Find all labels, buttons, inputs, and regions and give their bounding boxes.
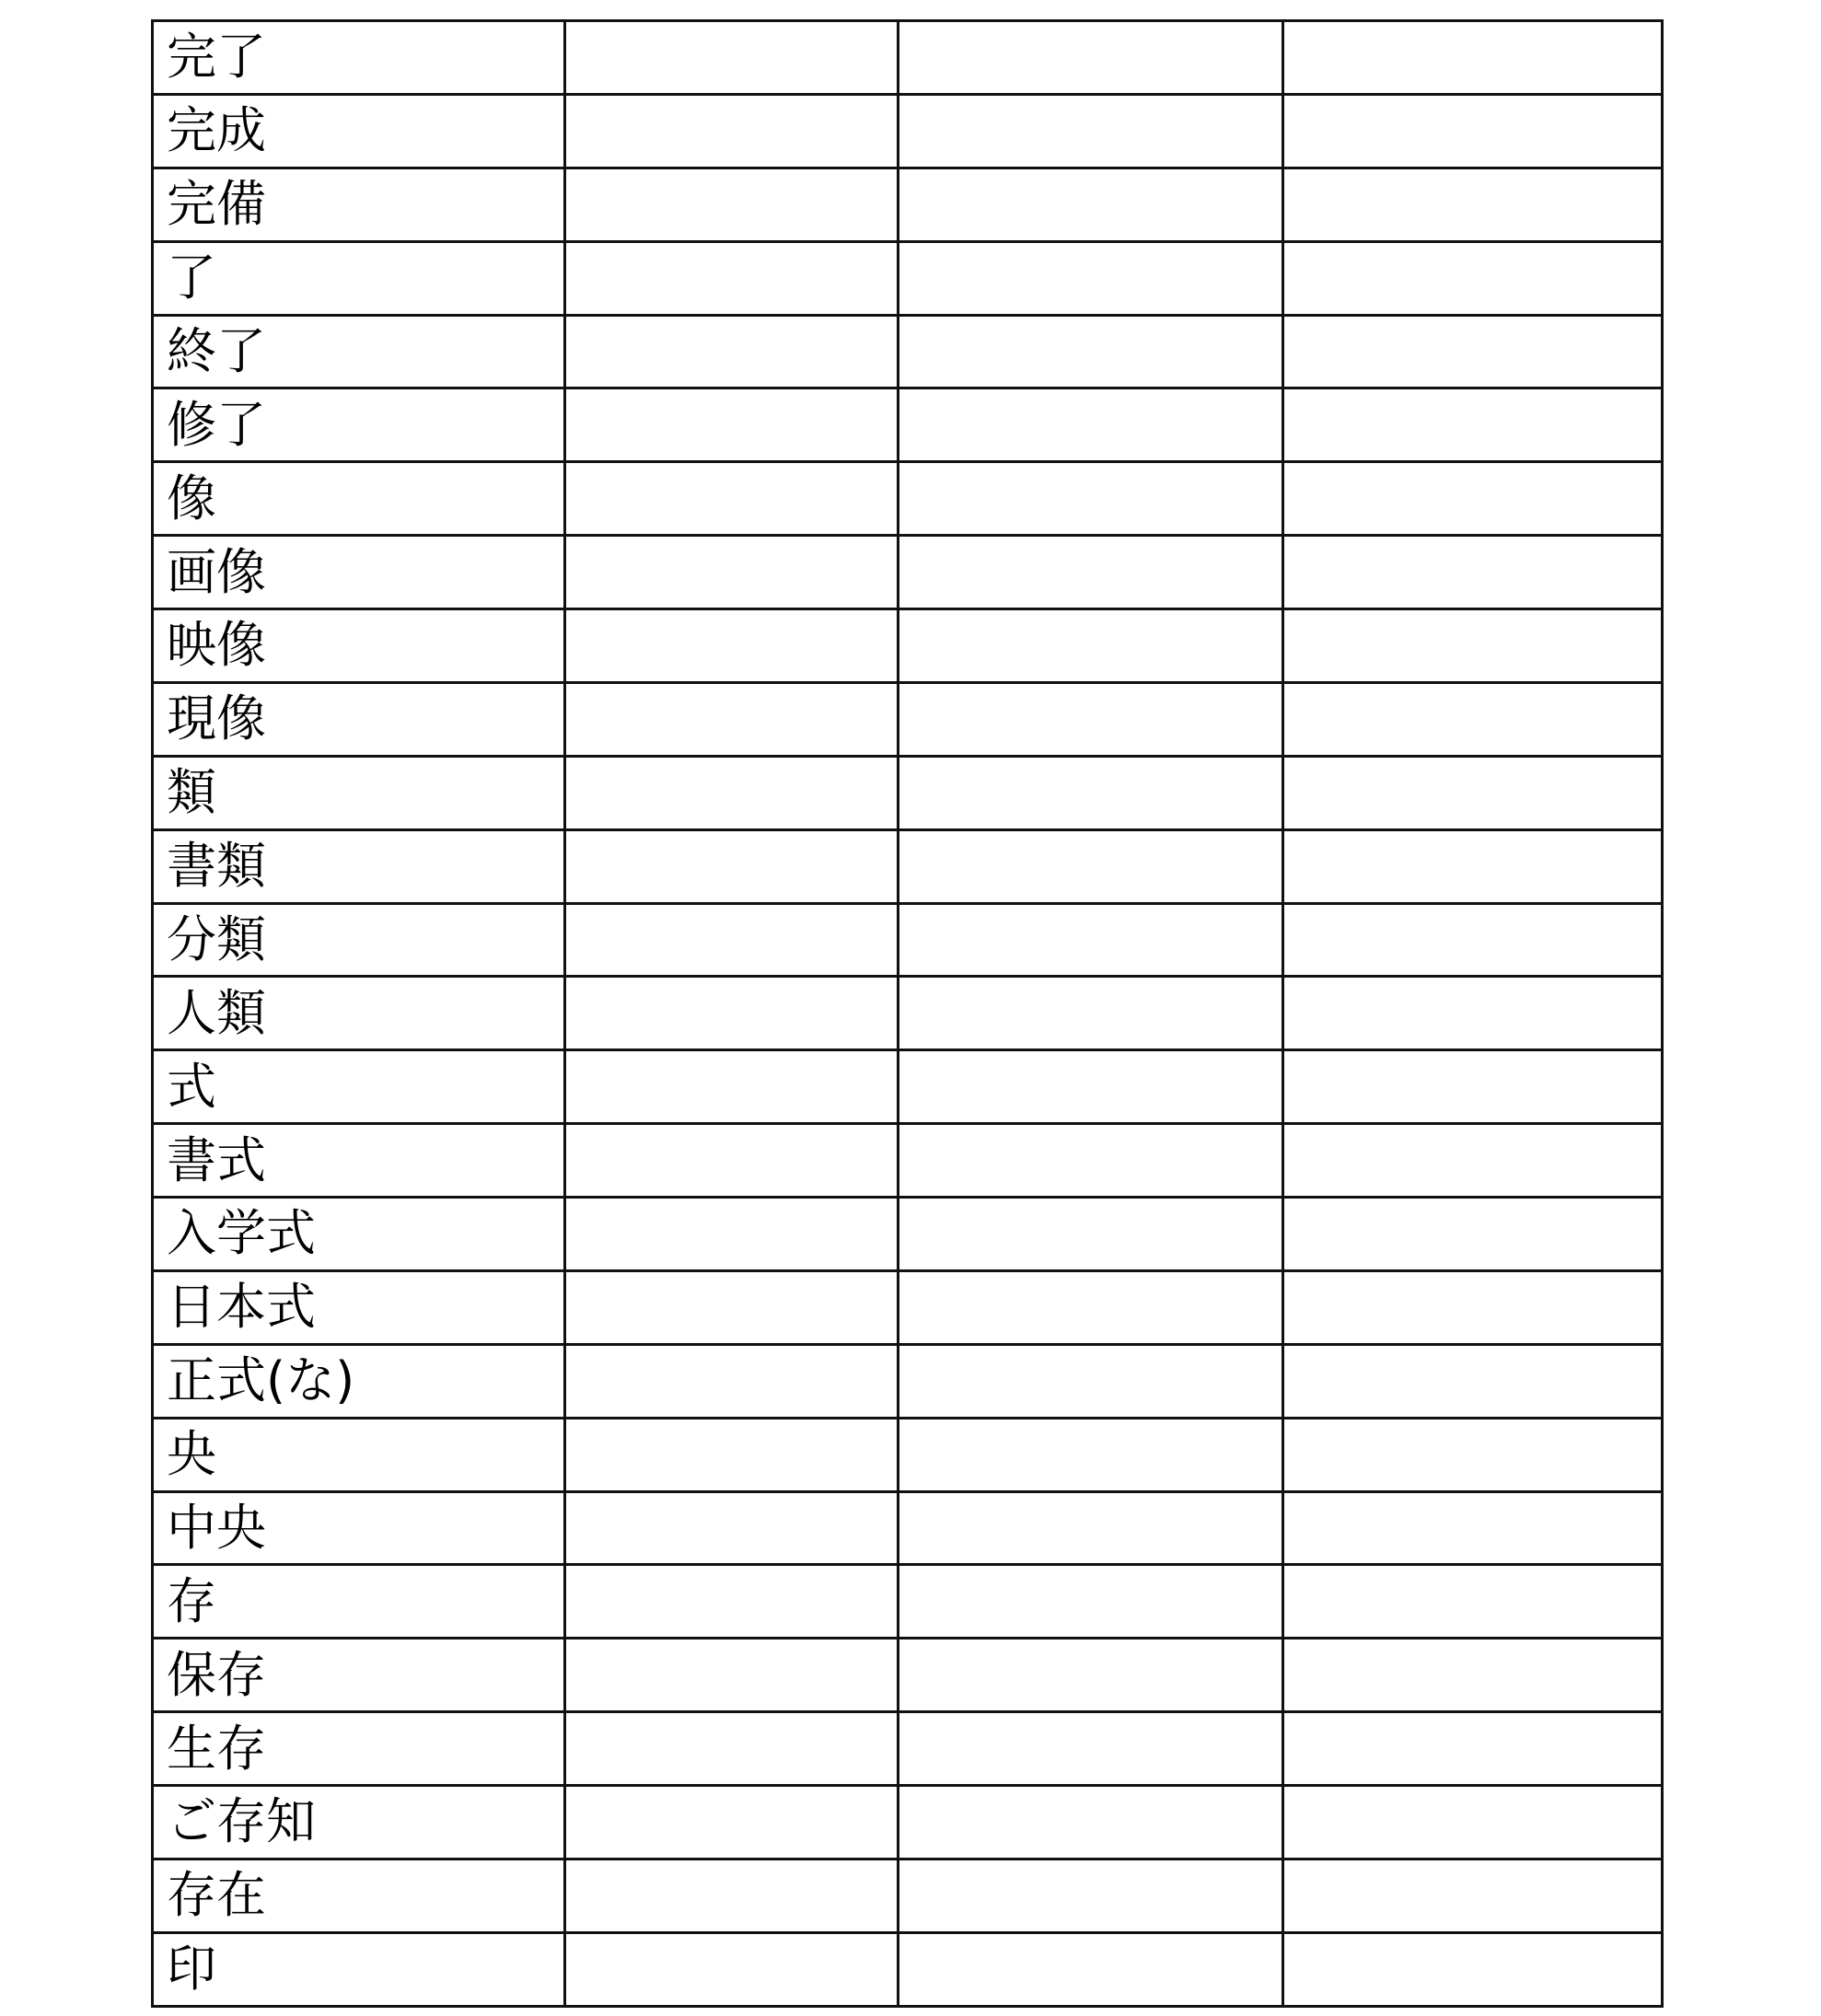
vocab-term-cell: 画像: [153, 536, 565, 609]
vocab-term-cell: 入学式: [153, 1198, 565, 1271]
table-row: [153, 756, 1663, 829]
answer-cell[interactable]: [1283, 1418, 1663, 1491]
answer-cell[interactable]: [899, 1198, 1283, 1271]
table-row: [153, 388, 1663, 462]
answer-cell[interactable]: [899, 536, 1283, 609]
table-row: [153, 1418, 1663, 1491]
answer-cell[interactable]: [899, 1859, 1283, 1932]
answer-cell[interactable]: [565, 977, 899, 1050]
answer-cell[interactable]: [565, 829, 899, 903]
answer-cell[interactable]: [1283, 168, 1663, 241]
table-row: [153, 903, 1663, 977]
table-row: [153, 462, 1663, 536]
answer-cell[interactable]: [1283, 315, 1663, 388]
vocab-term-cell: 完了: [153, 21, 565, 95]
answer-cell[interactable]: [899, 388, 1283, 462]
vocab-term-cell: 書式: [153, 1124, 565, 1198]
answer-cell[interactable]: [899, 241, 1283, 315]
answer-cell[interactable]: [1283, 1786, 1663, 1860]
answer-cell[interactable]: [1283, 1639, 1663, 1712]
answer-cell[interactable]: [899, 903, 1283, 977]
answer-cell[interactable]: [1283, 94, 1663, 168]
vocab-term-cell: 印: [153, 1932, 565, 2006]
answer-cell[interactable]: [1283, 388, 1663, 462]
answer-cell[interactable]: [565, 1270, 899, 1344]
table-row: [153, 315, 1663, 388]
answer-cell[interactable]: [899, 1786, 1283, 1860]
answer-cell[interactable]: [899, 168, 1283, 241]
answer-cell[interactable]: [899, 462, 1283, 536]
answer-cell[interactable]: [899, 1344, 1283, 1418]
table-row: [153, 1124, 1663, 1198]
vocab-term-cell: 存: [153, 1565, 565, 1639]
answer-cell[interactable]: [565, 1491, 899, 1565]
vocab-term-cell: 完備: [153, 168, 565, 241]
answer-cell[interactable]: [899, 1491, 1283, 1565]
vocab-term-cell: 現像: [153, 682, 565, 756]
answer-cell[interactable]: [899, 21, 1283, 95]
answer-cell[interactable]: [899, 315, 1283, 388]
answer-cell[interactable]: [565, 1344, 899, 1418]
answer-cell[interactable]: [1283, 462, 1663, 536]
answer-cell[interactable]: [899, 94, 1283, 168]
answer-cell[interactable]: [899, 1932, 1283, 2006]
table-row: [153, 536, 1663, 609]
answer-cell[interactable]: [1283, 1344, 1663, 1418]
answer-cell[interactable]: [565, 388, 899, 462]
answer-cell[interactable]: [565, 609, 899, 683]
vocab-term-cell: 日本式: [153, 1270, 565, 1344]
answer-cell[interactable]: [1283, 241, 1663, 315]
answer-cell[interactable]: [565, 903, 899, 977]
answer-cell[interactable]: [899, 1050, 1283, 1124]
vocab-term-cell: 式: [153, 1050, 565, 1124]
table-row: [153, 21, 1663, 95]
answer-cell[interactable]: [565, 1859, 899, 1932]
table-row: [153, 1050, 1663, 1124]
answer-cell[interactable]: [899, 682, 1283, 756]
answer-cell[interactable]: [565, 241, 899, 315]
answer-cell[interactable]: [565, 21, 899, 95]
answer-cell[interactable]: [1283, 21, 1663, 95]
vocab-term-cell: ご存知: [153, 1786, 565, 1860]
answer-cell[interactable]: [899, 1565, 1283, 1639]
answer-cell[interactable]: [899, 756, 1283, 829]
answer-cell[interactable]: [1283, 609, 1663, 683]
vocab-term-cell: 修了: [153, 388, 565, 462]
vocab-term-cell: 人類: [153, 977, 565, 1050]
answer-cell[interactable]: [565, 1418, 899, 1491]
answer-cell[interactable]: [1283, 682, 1663, 756]
table-row: [153, 682, 1663, 756]
answer-cell[interactable]: [565, 536, 899, 609]
answer-cell[interactable]: [1283, 977, 1663, 1050]
table-row: [153, 241, 1663, 315]
answer-cell[interactable]: [1283, 1198, 1663, 1271]
answer-cell[interactable]: [565, 1786, 899, 1860]
table-row: [153, 1491, 1663, 1565]
vocab-term-cell: 分類: [153, 903, 565, 977]
answer-cell[interactable]: [899, 1124, 1283, 1198]
answer-cell[interactable]: [565, 1050, 899, 1124]
vocab-term-cell: 像: [153, 462, 565, 536]
table-row: [153, 1344, 1663, 1418]
vocab-term-cell: 央: [153, 1418, 565, 1491]
answer-cell[interactable]: [565, 94, 899, 168]
answer-cell[interactable]: [1283, 1124, 1663, 1198]
answer-cell[interactable]: [899, 829, 1283, 903]
table-row: [153, 609, 1663, 683]
answer-cell[interactable]: [899, 1712, 1283, 1786]
table-row: [153, 1565, 1663, 1639]
answer-cell[interactable]: [1283, 1491, 1663, 1565]
answer-cell[interactable]: [899, 1639, 1283, 1712]
table-row: [153, 977, 1663, 1050]
vocab-term-cell: 中央: [153, 1491, 565, 1565]
table-row: [153, 829, 1663, 903]
answer-cell[interactable]: [565, 462, 899, 536]
answer-cell[interactable]: [1283, 903, 1663, 977]
vocab-term-cell: 生存: [153, 1712, 565, 1786]
vocabulary-worksheet-table: [151, 19, 1664, 2008]
answer-cell[interactable]: [565, 168, 899, 241]
answer-cell[interactable]: [565, 1565, 899, 1639]
table-row: [153, 1859, 1663, 1932]
vocab-term-cell: 存在: [153, 1859, 565, 1932]
vocab-term-cell: 類: [153, 756, 565, 829]
table-row: [153, 1639, 1663, 1712]
vocab-term-cell: 映像: [153, 609, 565, 683]
table-row: [153, 94, 1663, 168]
table-row: [153, 1270, 1663, 1344]
vocabulary-table-body: [153, 21, 1663, 2007]
answer-cell[interactable]: [1283, 1565, 1663, 1639]
answer-cell[interactable]: [1283, 829, 1663, 903]
answer-cell[interactable]: [899, 609, 1283, 683]
vocab-term-cell: 書類: [153, 829, 565, 903]
answer-cell[interactable]: [565, 315, 899, 388]
answer-cell[interactable]: [565, 1712, 899, 1786]
answer-cell[interactable]: [565, 1932, 899, 2006]
answer-cell[interactable]: [565, 682, 899, 756]
answer-cell[interactable]: [565, 1124, 899, 1198]
answer-cell[interactable]: [899, 977, 1283, 1050]
answer-cell[interactable]: [1283, 1859, 1663, 1932]
answer-cell[interactable]: [1283, 536, 1663, 609]
vocab-term-cell: 終了: [153, 315, 565, 388]
vocab-term-cell: 完成: [153, 94, 565, 168]
answer-cell[interactable]: [1283, 1712, 1663, 1786]
table-row: [153, 1932, 1663, 2006]
answer-cell[interactable]: [899, 1418, 1283, 1491]
answer-cell[interactable]: [1283, 1050, 1663, 1124]
answer-cell[interactable]: [565, 1198, 899, 1271]
answer-cell[interactable]: [1283, 756, 1663, 829]
answer-cell[interactable]: [1283, 1932, 1663, 2006]
answer-cell[interactable]: [899, 1270, 1283, 1344]
vocab-term-cell: 了: [153, 241, 565, 315]
answer-cell[interactable]: [565, 1639, 899, 1712]
table-row: [153, 1786, 1663, 1860]
answer-cell[interactable]: [565, 756, 899, 829]
table-row: [153, 168, 1663, 241]
table-row: [153, 1198, 1663, 1271]
answer-cell[interactable]: [1283, 1270, 1663, 1344]
vocab-term-cell: 保存: [153, 1639, 565, 1712]
table-row: [153, 1712, 1663, 1786]
vocab-term-cell: 正式(な): [153, 1344, 565, 1418]
